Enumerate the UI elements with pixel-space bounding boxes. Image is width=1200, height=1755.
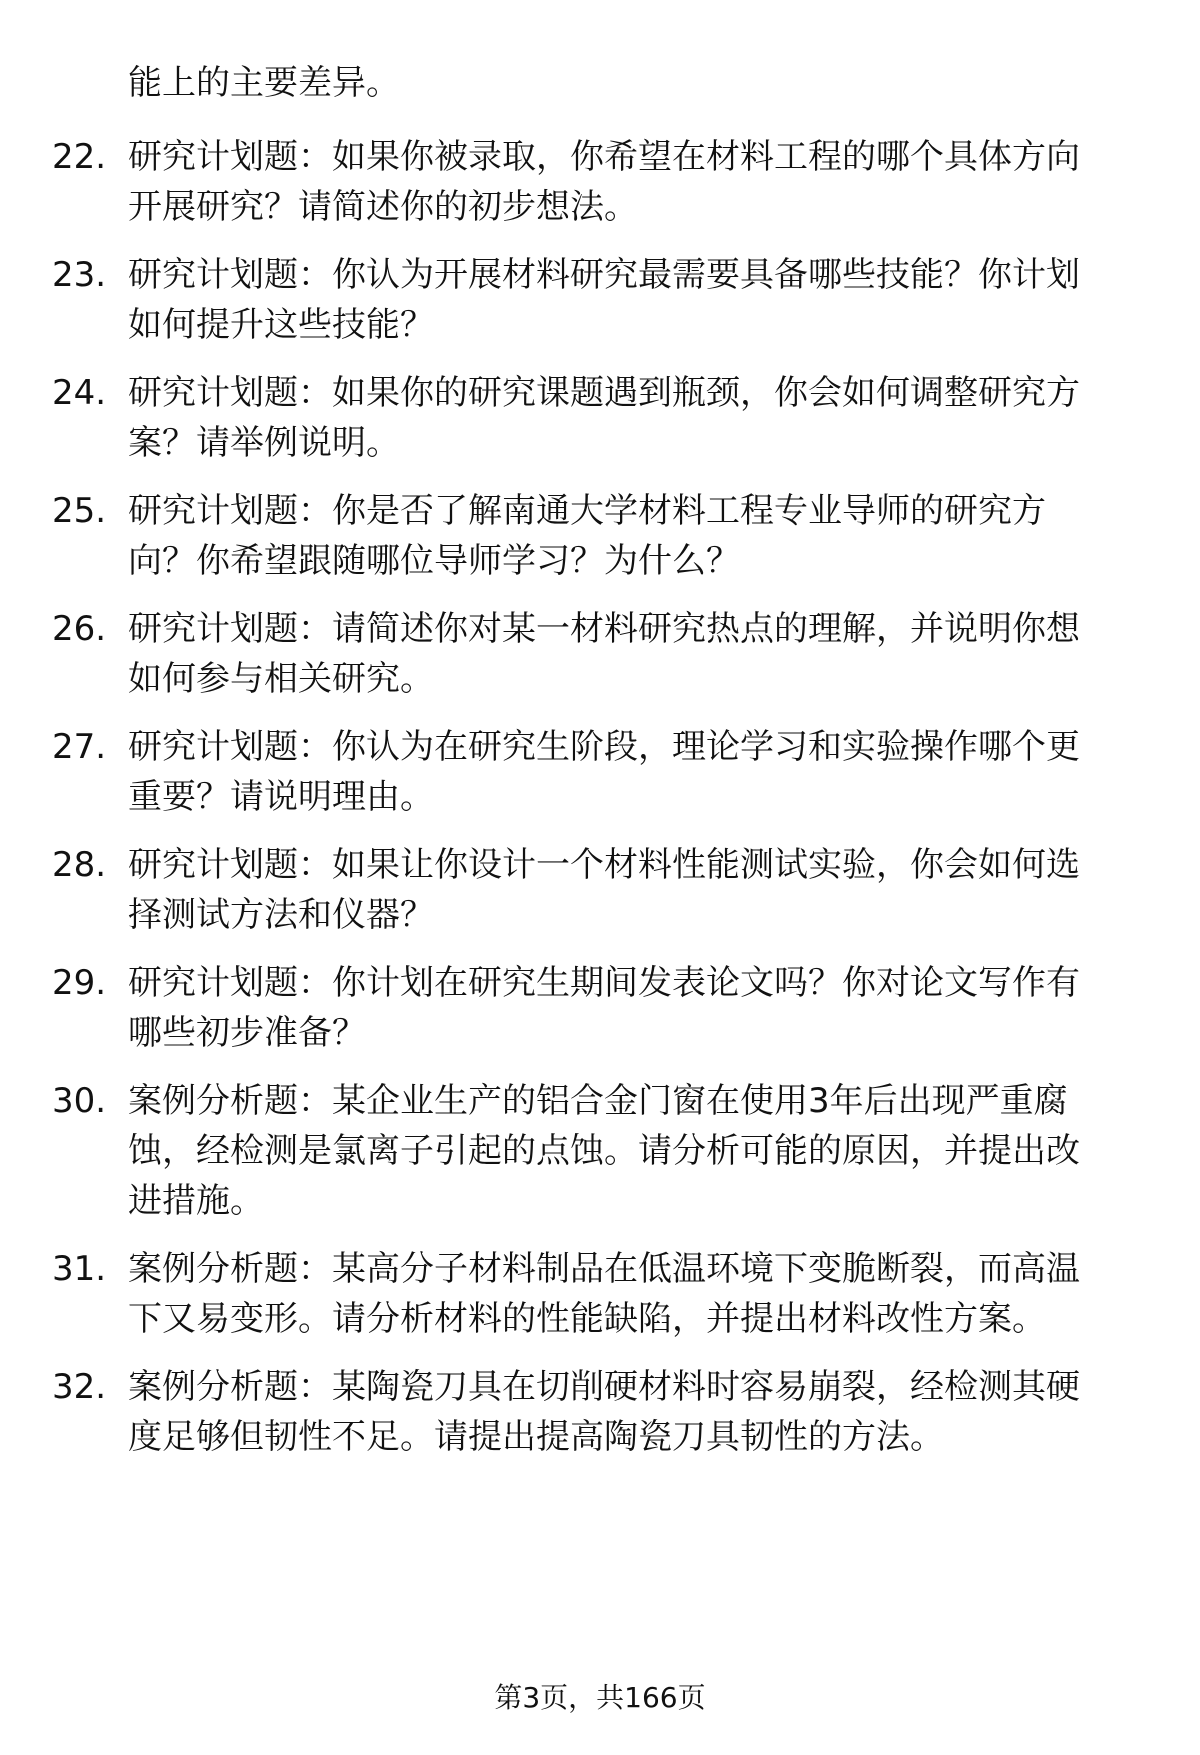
page-footer: 第3页，共166页	[494, 1681, 706, 1714]
question-text	[128, 958, 1148, 1058]
question-line: 进措施。	[128, 1181, 264, 1221]
question-line: 向？你希望跟随哪位导师学习？为什么？	[128, 541, 740, 581]
question-text	[128, 1362, 1148, 1462]
question-line: 下又易变形。请分析材料的性能缺陷，并提出材料改性方案。	[128, 1299, 1046, 1339]
question-text	[128, 1244, 1148, 1344]
question-line: 研究计划题：请简述你对某一材料研究热点的理解，并说明你想	[128, 609, 1080, 649]
question-line: 研究计划题：如果你的研究课题遇到瓶颈，你会如何调整研究方	[128, 373, 1080, 413]
question-line: 研究计划题：如果让你设计一个材料性能测试实验，你会如何选	[128, 845, 1080, 885]
question-number: 29.	[52, 963, 107, 1003]
question-line: 案例分析题：某陶瓷刀具在切削硬材料时容易崩裂，经检测其硬	[128, 1367, 1080, 1407]
question-number: 31.	[52, 1249, 107, 1289]
continuation-text: 能上的主要差异。	[128, 63, 400, 103]
question-line: 择测试方法和仪器？	[128, 895, 434, 935]
question-text	[128, 604, 1148, 704]
question-text	[128, 840, 1148, 940]
question-line: 开展研究？请简述你的初步想法。	[128, 187, 638, 227]
question-line: 蚀，经检测是氯离子引起的点蚀。请分析可能的原因，并提出改	[128, 1131, 1080, 1171]
question-number: 32.	[52, 1367, 107, 1407]
question-line: 度足够但韧性不足。请提出提高陶瓷刀具韧性的方法。	[128, 1417, 944, 1457]
question-line: 案例分析题：某企业生产的铝合金门窗在使用3年后出现严重腐	[128, 1081, 1068, 1121]
question-number: 30.	[52, 1081, 107, 1121]
question-text	[128, 368, 1148, 468]
question-line: 研究计划题：如果你被录取，你希望在材料工程的哪个具体方向	[128, 137, 1080, 177]
question-line: 如何提升这些技能？	[128, 305, 434, 345]
question-text	[128, 1076, 1148, 1226]
question-line: 研究计划题：你计划在研究生期间发表论文吗？你对论文写作有	[128, 963, 1080, 1003]
question-text	[128, 132, 1148, 232]
question-line: 案例分析题：某高分子材料制品在低温环境下变脆断裂，而高温	[128, 1249, 1080, 1289]
question-number: 28.	[52, 845, 107, 885]
question-text	[128, 250, 1148, 350]
question-text	[128, 486, 1148, 586]
question-line: 案？请举例说明。	[128, 423, 400, 463]
question-line: 如何参与相关研究。	[128, 659, 434, 699]
question-number: 25.	[52, 491, 107, 531]
question-text	[128, 722, 1148, 822]
question-line: 研究计划题：你是否了解南通大学材料工程专业导师的研究方	[128, 491, 1046, 531]
question-number: 24.	[52, 373, 107, 413]
question-line: 研究计划题：你认为在研究生阶段，理论学习和实验操作哪个更	[128, 727, 1080, 767]
question-number: 27.	[52, 727, 107, 767]
question-line: 哪些初步准备？	[128, 1013, 366, 1053]
question-line: 研究计划题：你认为开展材料研究最需要具备哪些技能？你计划	[128, 255, 1080, 295]
question-number: 22.	[52, 137, 107, 177]
question-number: 26.	[52, 609, 107, 649]
question-line: 重要？请说明理由。	[128, 777, 434, 817]
question-number: 23.	[52, 255, 107, 295]
